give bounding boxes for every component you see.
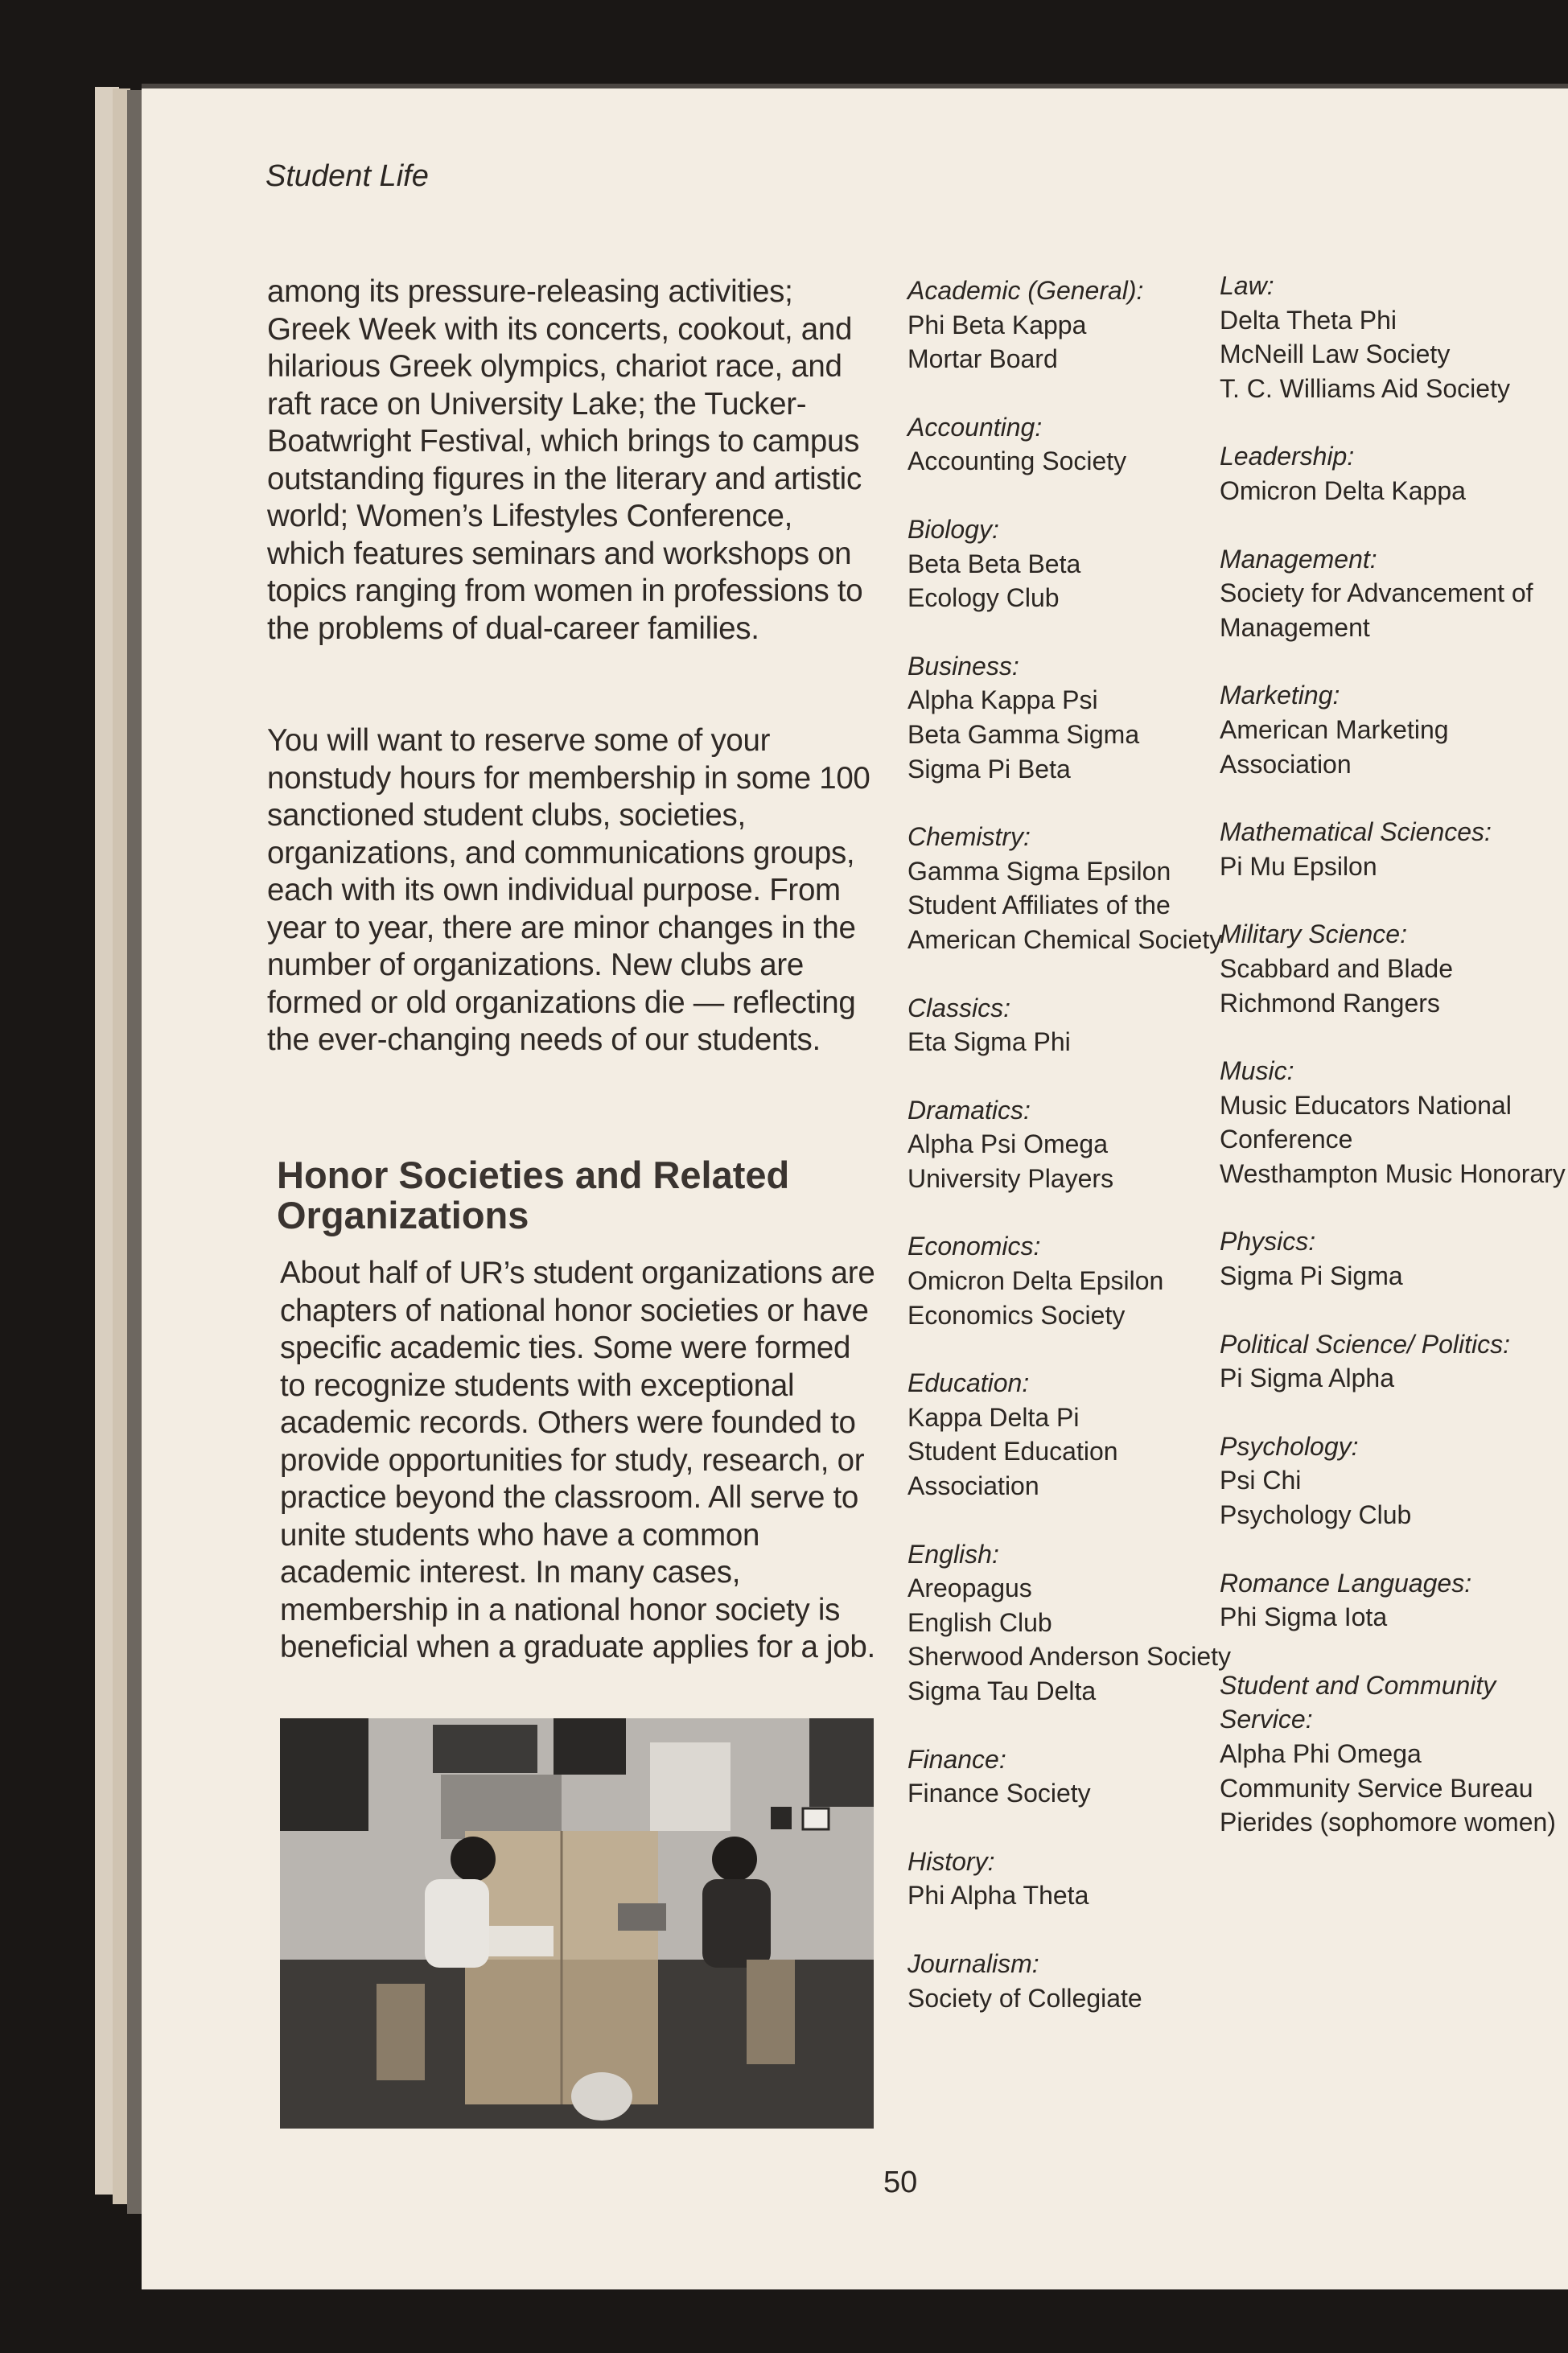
organization-name: McNeill Law Society: [1220, 339, 1451, 369]
org-category-label: Biology:: [907, 514, 999, 544]
organization-name: Music Educators National Conference: [1220, 1090, 1512, 1154]
org-category-group: [907, 1742, 1237, 1811]
organization-name: Westhampton Music Honorary: [1220, 1158, 1566, 1188]
org-category-group: [1220, 815, 1566, 883]
org-category-label: Music:: [1220, 1056, 1294, 1086]
org-category-label: Physics:: [1220, 1227, 1316, 1257]
organization-name: English Club: [907, 1607, 1052, 1637]
organization-name: Omicron Delta Epsilon: [907, 1266, 1164, 1296]
org-category-label: Law:: [1220, 271, 1274, 300]
org-category-label: Education:: [907, 1368, 1030, 1398]
page-number: 50: [883, 2166, 918, 2199]
organization-name: Sigma Pi Sigma: [1220, 1261, 1403, 1291]
org-category-label: Military Science:: [1220, 919, 1407, 949]
organization-name: Psi Chi: [1220, 1466, 1302, 1495]
organization-name: Student Affiliates of the American Chemical Society: [907, 891, 1223, 954]
organization-name: Phi Beta Kappa: [907, 310, 1087, 339]
organization-name: Areopagus: [907, 1573, 1032, 1603]
org-category-group: [907, 512, 1237, 615]
org-category-label: Leadership:: [1220, 442, 1355, 471]
org-category-label: Marketing:: [1220, 681, 1340, 710]
org-category-group: [907, 1845, 1237, 1913]
org-category-group: [1220, 1054, 1566, 1191]
section-heading: Honor Societies and Related Organizations: [277, 1154, 790, 1236]
body-paragraph: You will want to reserve some of your nonstudy hours for membership in some 100 sanctioned student clubs, societies, organizations, and communications groups, each with its own individual purpose. From year to year, there are minor changes in the number of organizations. New clubs are formed or old organizations die — reflecting the ever-changing needs of our students.: [267, 723, 870, 1057]
org-category-group: [1220, 1224, 1566, 1293]
org-category-group: [1220, 269, 1566, 405]
organization-name: Psychology Club: [1220, 1500, 1412, 1530]
organization-name: Community Service Bureau: [1220, 1773, 1533, 1803]
org-category-group: [1220, 917, 1566, 1020]
organization-name: Beta Gamma Sigma: [907, 719, 1140, 749]
org-category-group: [1220, 542, 1566, 645]
organization-name: Sherwood Anderson Society: [907, 1642, 1232, 1672]
organization-name: Accounting Society: [907, 446, 1127, 476]
org-category-label: Mathematical Sciences:: [1220, 817, 1492, 847]
org-category-group: [907, 1229, 1237, 1332]
org-category-label: Economics:: [907, 1232, 1041, 1261]
students-photo-illustration: [280, 1718, 874, 2129]
organization-name: T. C. Williams Aid Society: [1220, 373, 1510, 403]
org-category-group: [1220, 439, 1566, 508]
org-category-group: [1220, 1327, 1566, 1396]
running-head: Student Life: [265, 159, 429, 193]
org-category-label: Finance:: [907, 1744, 1006, 1774]
org-category-group: [907, 1947, 1237, 2015]
body-paragraph: among its pressure-releasing activities; Greek Week with its concerts, cookout, and hilarious Greek olympics, chariot race, and raft race on University Lake; the Tucker-Boatwright Festival, which brings to campus outstanding figures in the literary and artistic world; Women’s Lifestyles Conference, which features seminars and workshops on topics ranging from women in professions to the problems of dual-career families.: [267, 274, 863, 646]
organization-name: Omicron Delta Kappa: [1220, 475, 1466, 505]
org-category-label: Romance Languages:: [1220, 1568, 1472, 1598]
organization-name: Phi Alpha Theta: [907, 1881, 1089, 1911]
org-category-label: English:: [907, 1539, 999, 1569]
org-category-group: [907, 410, 1237, 479]
organization-name: American Marketing Association: [1220, 714, 1449, 779]
organization-name: University Players: [907, 1163, 1114, 1193]
org-category-group: [1220, 1668, 1566, 1840]
organization-name: Delta Theta Phi: [1220, 305, 1397, 335]
org-category-label: Political Science/ Politics:: [1220, 1329, 1511, 1359]
organization-name: Society for Advancement of Management: [1220, 578, 1533, 642]
org-category-label: Journalism:: [907, 1948, 1039, 1978]
org-category-label: Accounting:: [907, 412, 1043, 442]
org-category-label: History:: [907, 1846, 995, 1876]
org-category-group: [907, 1537, 1237, 1709]
org-category-group: [1220, 1566, 1566, 1635]
organization-name: Scabbard and Blade: [1220, 953, 1453, 983]
body-column: [267, 722, 879, 1059]
body-column: [280, 1255, 882, 1667]
org-category-label: Psychology:: [1220, 1431, 1359, 1461]
org-category-label: Student and Community Service:: [1220, 1670, 1496, 1734]
org-category-label: Business:: [907, 651, 1019, 681]
organization-name: Sigma Tau Delta: [907, 1676, 1097, 1705]
org-category-group: [907, 1366, 1237, 1503]
org-category-label: Management:: [1220, 544, 1377, 574]
organization-name: Alpha Kappa Psi: [907, 685, 1098, 715]
students-photo: [280, 1718, 874, 2129]
organization-name: Student Education Association: [907, 1437, 1118, 1501]
organization-name: Alpha Phi Omega: [1220, 1739, 1422, 1768]
org-category-group: [907, 1093, 1237, 1196]
body-paragraph: About half of UR’s student organizations are chapters of national honor societies or have specific academic ties. Some were formed to recognize students with exceptional academic records. Others were founded to provide opportunities for study, research, or practice beyond the classroom. All serve to unite students who have a common academic interest. In many cases, membership in a national honor society is beneficial when a graduate applies for a job.: [280, 1256, 875, 1664]
org-category-label: Academic (General):: [907, 276, 1144, 305]
organization-name: Phi Sigma Iota: [1220, 1602, 1388, 1632]
org-category-group: [1220, 678, 1566, 781]
organization-name: Pi Sigma Alpha: [1220, 1364, 1395, 1393]
organizations-list-middle: [907, 274, 1237, 2049]
organization-name: Alpha Psi Omega: [907, 1129, 1109, 1159]
organization-name: Economics Society: [907, 1300, 1126, 1330]
organization-name: Mortar Board: [907, 344, 1058, 374]
org-category-group: [907, 274, 1237, 376]
org-category-group: [907, 820, 1237, 956]
org-category-label: Classics:: [907, 993, 1011, 1022]
organization-name: Society of Collegiate: [907, 1983, 1142, 2013]
org-category-group: [1220, 1429, 1566, 1532]
org-category-group: [907, 649, 1237, 786]
organization-name: Beta Beta Beta: [907, 549, 1081, 578]
organization-name: Pierides (sophomore women): [1220, 1808, 1556, 1837]
organization-name: Gamma Sigma Epsilon: [907, 856, 1171, 886]
book-spine-shadow: [127, 90, 143, 2214]
organization-name: Eta Sigma Phi: [907, 1027, 1071, 1057]
organization-name: Sigma Pi Beta: [907, 754, 1071, 784]
organization-name: Kappa Delta Pi: [907, 1402, 1080, 1432]
org-category-label: Dramatics:: [907, 1095, 1031, 1125]
organization-name: Pi Mu Epsilon: [1220, 851, 1377, 881]
org-category-label: Chemistry:: [907, 822, 1031, 852]
org-category-group: [907, 991, 1237, 1059]
organizations-list-right: [1220, 269, 1566, 1874]
organization-name: Richmond Rangers: [1220, 988, 1440, 1018]
body-column: [267, 274, 879, 648]
organization-name: Finance Society: [907, 1779, 1091, 1808]
organization-name: Ecology Club: [907, 583, 1060, 613]
